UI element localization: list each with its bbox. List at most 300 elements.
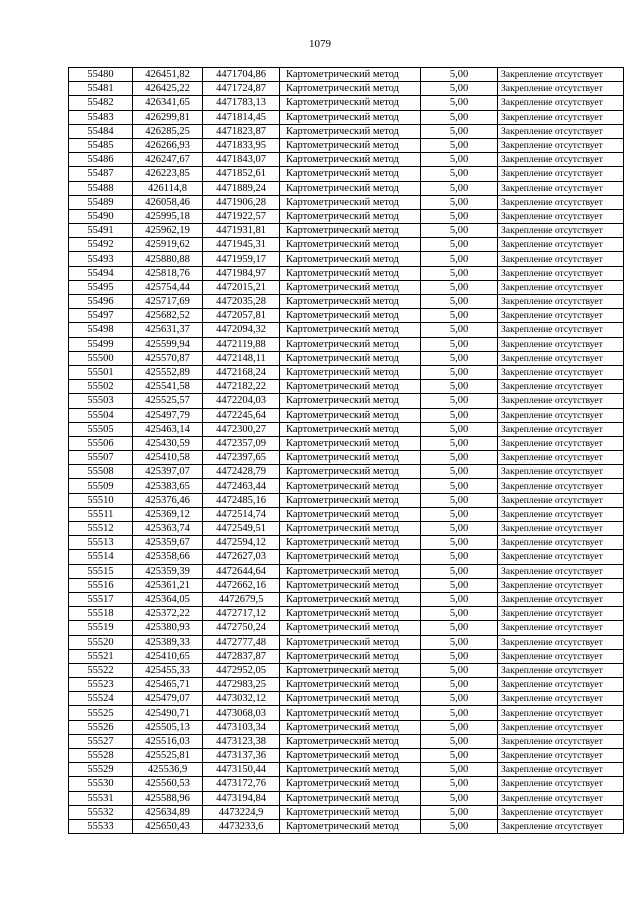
fixation-cell: Закрепление отсутствует bbox=[498, 493, 624, 507]
accuracy-cell: 5,00 bbox=[421, 451, 498, 465]
y-coordinate-cell: 4471931,81 bbox=[203, 224, 280, 238]
method-cell: Картометрический метод bbox=[280, 280, 421, 294]
x-coordinate-cell: 426058,46 bbox=[133, 195, 203, 209]
coordinates-table bbox=[68, 67, 624, 834]
fixation-cell: Закрепление отсутствует bbox=[498, 749, 624, 763]
method-cell: Картометрический метод bbox=[280, 224, 421, 238]
table-row bbox=[69, 522, 624, 536]
accuracy-cell: 5,00 bbox=[421, 522, 498, 536]
table-row bbox=[69, 167, 624, 181]
point-number-cell: 55490 bbox=[69, 209, 133, 223]
y-coordinate-cell: 4472837,87 bbox=[203, 649, 280, 663]
accuracy-cell: 5,00 bbox=[421, 96, 498, 110]
fixation-cell: Закрепление отсутствует bbox=[498, 819, 624, 833]
accuracy-cell: 5,00 bbox=[421, 493, 498, 507]
fixation-cell: Закрепление отсутствует bbox=[498, 323, 624, 337]
fixation-cell: Закрепление отсутствует bbox=[498, 791, 624, 805]
method-cell: Картометрический метод bbox=[280, 238, 421, 252]
x-coordinate-cell: 425410,58 bbox=[133, 451, 203, 465]
point-number-cell: 55511 bbox=[69, 507, 133, 521]
accuracy-cell: 5,00 bbox=[421, 195, 498, 209]
table-row bbox=[69, 295, 624, 309]
y-coordinate-cell: 4473224,9 bbox=[203, 805, 280, 819]
table-row bbox=[69, 564, 624, 578]
x-coordinate-cell: 425359,67 bbox=[133, 536, 203, 550]
x-coordinate-cell: 426341,65 bbox=[133, 96, 203, 110]
table-row bbox=[69, 592, 624, 606]
accuracy-cell: 5,00 bbox=[421, 777, 498, 791]
point-number-cell: 55529 bbox=[69, 763, 133, 777]
point-number-cell: 55520 bbox=[69, 635, 133, 649]
y-coordinate-cell: 4472983,25 bbox=[203, 678, 280, 692]
point-number-cell: 55513 bbox=[69, 536, 133, 550]
method-cell: Картометрический метод bbox=[280, 167, 421, 181]
point-number-cell: 55523 bbox=[69, 678, 133, 692]
table-row bbox=[69, 678, 624, 692]
table-row bbox=[69, 791, 624, 805]
x-coordinate-cell: 425536,9 bbox=[133, 763, 203, 777]
x-coordinate-cell: 426114,8 bbox=[133, 181, 203, 195]
table-row bbox=[69, 195, 624, 209]
method-cell: Картометрический метод bbox=[280, 507, 421, 521]
method-cell: Картометрический метод bbox=[280, 380, 421, 394]
accuracy-cell: 5,00 bbox=[421, 124, 498, 138]
x-coordinate-cell: 425634,89 bbox=[133, 805, 203, 819]
y-coordinate-cell: 4473123,38 bbox=[203, 734, 280, 748]
x-coordinate-cell: 425570,87 bbox=[133, 351, 203, 365]
y-coordinate-cell: 4471833,95 bbox=[203, 138, 280, 152]
point-number-cell: 55485 bbox=[69, 138, 133, 152]
method-cell: Картометрический метод bbox=[280, 720, 421, 734]
point-number-cell: 55492 bbox=[69, 238, 133, 252]
method-cell: Картометрический метод bbox=[280, 365, 421, 379]
table-row bbox=[69, 749, 624, 763]
point-number-cell: 55501 bbox=[69, 365, 133, 379]
table-row bbox=[69, 451, 624, 465]
point-number-cell: 55514 bbox=[69, 550, 133, 564]
x-coordinate-cell: 426451,82 bbox=[133, 68, 203, 82]
accuracy-cell: 5,00 bbox=[421, 805, 498, 819]
table-row bbox=[69, 323, 624, 337]
point-number-cell: 55517 bbox=[69, 592, 133, 606]
accuracy-cell: 5,00 bbox=[421, 578, 498, 592]
x-coordinate-cell: 426266,93 bbox=[133, 138, 203, 152]
y-coordinate-cell: 4473137,36 bbox=[203, 749, 280, 763]
method-cell: Картометрический метод bbox=[280, 209, 421, 223]
point-number-cell: 55481 bbox=[69, 82, 133, 96]
y-coordinate-cell: 4472357,09 bbox=[203, 436, 280, 450]
fixation-cell: Закрепление отсутствует bbox=[498, 68, 624, 82]
table-row bbox=[69, 692, 624, 706]
x-coordinate-cell: 425380,93 bbox=[133, 621, 203, 635]
x-coordinate-cell: 425560,53 bbox=[133, 777, 203, 791]
method-cell: Картометрический метод bbox=[280, 522, 421, 536]
y-coordinate-cell: 4473172,76 bbox=[203, 777, 280, 791]
fixation-cell: Закрепление отсутствует bbox=[498, 153, 624, 167]
fixation-cell: Закрепление отсутствует bbox=[498, 649, 624, 663]
table-row bbox=[69, 252, 624, 266]
y-coordinate-cell: 4471843,07 bbox=[203, 153, 280, 167]
x-coordinate-cell: 425650,43 bbox=[133, 819, 203, 833]
y-coordinate-cell: 4471852,61 bbox=[203, 167, 280, 181]
x-coordinate-cell: 425479,07 bbox=[133, 692, 203, 706]
method-cell: Картометрический метод bbox=[280, 138, 421, 152]
fixation-cell: Закрепление отсутствует bbox=[498, 209, 624, 223]
y-coordinate-cell: 4471889,24 bbox=[203, 181, 280, 195]
fixation-cell: Закрепление отсутствует bbox=[498, 309, 624, 323]
y-coordinate-cell: 4472094,32 bbox=[203, 323, 280, 337]
x-coordinate-cell: 425516,03 bbox=[133, 734, 203, 748]
fixation-cell: Закрепление отсутствует bbox=[498, 720, 624, 734]
y-coordinate-cell: 4472182,22 bbox=[203, 380, 280, 394]
fixation-cell: Закрепление отсутствует bbox=[498, 763, 624, 777]
accuracy-cell: 5,00 bbox=[421, 68, 498, 82]
method-cell: Картометрический метод bbox=[280, 451, 421, 465]
fixation-cell: Закрепление отсутствует bbox=[498, 805, 624, 819]
method-cell: Картометрический метод bbox=[280, 550, 421, 564]
coordinates-table-body bbox=[69, 68, 624, 834]
fixation-cell: Закрепление отсутствует bbox=[498, 394, 624, 408]
y-coordinate-cell: 4472485,16 bbox=[203, 493, 280, 507]
method-cell: Картометрический метод bbox=[280, 68, 421, 82]
fixation-cell: Закрепление отсутствует bbox=[498, 110, 624, 124]
fixation-cell: Закрепление отсутствует bbox=[498, 550, 624, 564]
accuracy-cell: 5,00 bbox=[421, 550, 498, 564]
method-cell: Картометрический метод bbox=[280, 692, 421, 706]
y-coordinate-cell: 4472119,88 bbox=[203, 337, 280, 351]
fixation-cell: Закрепление отсутствует bbox=[498, 663, 624, 677]
accuracy-cell: 5,00 bbox=[421, 224, 498, 238]
table-row bbox=[69, 805, 624, 819]
method-cell: Картометрический метод bbox=[280, 649, 421, 663]
y-coordinate-cell: 4472428,79 bbox=[203, 465, 280, 479]
method-cell: Картометрический метод bbox=[280, 351, 421, 365]
accuracy-cell: 5,00 bbox=[421, 706, 498, 720]
accuracy-cell: 5,00 bbox=[421, 507, 498, 521]
x-coordinate-cell: 425430,59 bbox=[133, 436, 203, 450]
y-coordinate-cell: 4473068,03 bbox=[203, 706, 280, 720]
table-row bbox=[69, 394, 624, 408]
point-number-cell: 55487 bbox=[69, 167, 133, 181]
fixation-cell: Закрепление отсутствует bbox=[498, 408, 624, 422]
fixation-cell: Закрепление отсутствует bbox=[498, 536, 624, 550]
point-number-cell: 55500 bbox=[69, 351, 133, 365]
accuracy-cell: 5,00 bbox=[421, 209, 498, 223]
x-coordinate-cell: 426425,22 bbox=[133, 82, 203, 96]
fixation-cell: Закрепление отсутствует bbox=[498, 181, 624, 195]
fixation-cell: Закрепление отсутствует bbox=[498, 479, 624, 493]
point-number-cell: 55518 bbox=[69, 607, 133, 621]
fixation-cell: Закрепление отсутствует bbox=[498, 266, 624, 280]
method-cell: Картометрический метод bbox=[280, 408, 421, 422]
method-cell: Картометрический метод bbox=[280, 465, 421, 479]
table-row bbox=[69, 181, 624, 195]
fixation-cell: Закрепление отсутствует bbox=[498, 195, 624, 209]
table-row bbox=[69, 110, 624, 124]
point-number-cell: 55482 bbox=[69, 96, 133, 110]
point-number-cell: 55506 bbox=[69, 436, 133, 450]
x-coordinate-cell: 425358,66 bbox=[133, 550, 203, 564]
y-coordinate-cell: 4472750,24 bbox=[203, 621, 280, 635]
x-coordinate-cell: 426223,85 bbox=[133, 167, 203, 181]
accuracy-cell: 5,00 bbox=[421, 763, 498, 777]
method-cell: Картометрический метод bbox=[280, 295, 421, 309]
accuracy-cell: 5,00 bbox=[421, 266, 498, 280]
accuracy-cell: 5,00 bbox=[421, 295, 498, 309]
fixation-cell: Закрепление отсутствует bbox=[498, 734, 624, 748]
table-row bbox=[69, 607, 624, 621]
accuracy-cell: 5,00 bbox=[421, 479, 498, 493]
x-coordinate-cell: 425525,57 bbox=[133, 394, 203, 408]
method-cell: Картометрический метод bbox=[280, 635, 421, 649]
method-cell: Картометрический метод bbox=[280, 777, 421, 791]
y-coordinate-cell: 4471984,97 bbox=[203, 266, 280, 280]
fixation-cell: Закрепление отсутствует bbox=[498, 252, 624, 266]
accuracy-cell: 5,00 bbox=[421, 621, 498, 635]
fixation-cell: Закрепление отсутствует bbox=[498, 422, 624, 436]
accuracy-cell: 5,00 bbox=[421, 252, 498, 266]
fixation-cell: Закрепление отсутствует bbox=[498, 692, 624, 706]
y-coordinate-cell: 4473103,34 bbox=[203, 720, 280, 734]
x-coordinate-cell: 425962,19 bbox=[133, 224, 203, 238]
table-row bbox=[69, 493, 624, 507]
table-row bbox=[69, 621, 624, 635]
point-number-cell: 55503 bbox=[69, 394, 133, 408]
accuracy-cell: 5,00 bbox=[421, 351, 498, 365]
table-row bbox=[69, 720, 624, 734]
method-cell: Картометрический метод bbox=[280, 110, 421, 124]
y-coordinate-cell: 4472463,44 bbox=[203, 479, 280, 493]
x-coordinate-cell: 425383,65 bbox=[133, 479, 203, 493]
x-coordinate-cell: 425541,58 bbox=[133, 380, 203, 394]
table-row bbox=[69, 96, 624, 110]
accuracy-cell: 5,00 bbox=[421, 380, 498, 394]
table-row bbox=[69, 153, 624, 167]
method-cell: Картометрический метод bbox=[280, 337, 421, 351]
point-number-cell: 55527 bbox=[69, 734, 133, 748]
y-coordinate-cell: 4472777,48 bbox=[203, 635, 280, 649]
fixation-cell: Закрепление отсутствует bbox=[498, 635, 624, 649]
x-coordinate-cell: 425818,76 bbox=[133, 266, 203, 280]
fixation-cell: Закрепление отсутствует bbox=[498, 167, 624, 181]
x-coordinate-cell: 425682,52 bbox=[133, 309, 203, 323]
method-cell: Картометрический метод bbox=[280, 479, 421, 493]
point-number-cell: 55524 bbox=[69, 692, 133, 706]
table-row bbox=[69, 706, 624, 720]
fixation-cell: Закрепление отсутствует bbox=[498, 621, 624, 635]
point-number-cell: 55499 bbox=[69, 337, 133, 351]
x-coordinate-cell: 425363,74 bbox=[133, 522, 203, 536]
method-cell: Картометрический метод bbox=[280, 734, 421, 748]
method-cell: Картометрический метод bbox=[280, 394, 421, 408]
x-coordinate-cell: 425880,88 bbox=[133, 252, 203, 266]
y-coordinate-cell: 4471783,13 bbox=[203, 96, 280, 110]
fixation-cell: Закрепление отсутствует bbox=[498, 451, 624, 465]
method-cell: Картометрический метод bbox=[280, 422, 421, 436]
fixation-cell: Закрепление отсутствует bbox=[498, 337, 624, 351]
method-cell: Картометрический метод bbox=[280, 749, 421, 763]
point-number-cell: 55515 bbox=[69, 564, 133, 578]
point-number-cell: 55497 bbox=[69, 309, 133, 323]
accuracy-cell: 5,00 bbox=[421, 678, 498, 692]
fixation-cell: Закрепление отсутствует bbox=[498, 365, 624, 379]
table-row bbox=[69, 209, 624, 223]
x-coordinate-cell: 425552,89 bbox=[133, 365, 203, 379]
point-number-cell: 55531 bbox=[69, 791, 133, 805]
x-coordinate-cell: 425588,96 bbox=[133, 791, 203, 805]
accuracy-cell: 5,00 bbox=[421, 280, 498, 294]
point-number-cell: 55522 bbox=[69, 663, 133, 677]
table-row bbox=[69, 578, 624, 592]
x-coordinate-cell: 425497,79 bbox=[133, 408, 203, 422]
y-coordinate-cell: 4472015,21 bbox=[203, 280, 280, 294]
y-coordinate-cell: 4472662,16 bbox=[203, 578, 280, 592]
accuracy-cell: 5,00 bbox=[421, 436, 498, 450]
table-row bbox=[69, 777, 624, 791]
table-row bbox=[69, 82, 624, 96]
fixation-cell: Закрепление отсутствует bbox=[498, 507, 624, 521]
y-coordinate-cell: 4472300,27 bbox=[203, 422, 280, 436]
method-cell: Картометрический метод bbox=[280, 706, 421, 720]
table-row bbox=[69, 465, 624, 479]
y-coordinate-cell: 4472168,24 bbox=[203, 365, 280, 379]
fixation-cell: Закрепление отсутствует bbox=[498, 82, 624, 96]
method-cell: Картометрический метод bbox=[280, 493, 421, 507]
fixation-cell: Закрепление отсутствует bbox=[498, 678, 624, 692]
point-number-cell: 55530 bbox=[69, 777, 133, 791]
y-coordinate-cell: 4472245,64 bbox=[203, 408, 280, 422]
fixation-cell: Закрепление отсутствует bbox=[498, 280, 624, 294]
table-row bbox=[69, 224, 624, 238]
table-row bbox=[69, 380, 624, 394]
x-coordinate-cell: 425372,22 bbox=[133, 607, 203, 621]
x-coordinate-cell: 425463,14 bbox=[133, 422, 203, 436]
accuracy-cell: 5,00 bbox=[421, 692, 498, 706]
accuracy-cell: 5,00 bbox=[421, 408, 498, 422]
y-coordinate-cell: 4472514,74 bbox=[203, 507, 280, 521]
table-row bbox=[69, 337, 624, 351]
table-row bbox=[69, 124, 624, 138]
point-number-cell: 55533 bbox=[69, 819, 133, 833]
point-number-cell: 55494 bbox=[69, 266, 133, 280]
table-row bbox=[69, 365, 624, 379]
table-row bbox=[69, 422, 624, 436]
accuracy-cell: 5,00 bbox=[421, 564, 498, 578]
point-number-cell: 55521 bbox=[69, 649, 133, 663]
point-number-cell: 55509 bbox=[69, 479, 133, 493]
x-coordinate-cell: 425919,62 bbox=[133, 238, 203, 252]
table-row bbox=[69, 819, 624, 833]
point-number-cell: 55505 bbox=[69, 422, 133, 436]
y-coordinate-cell: 4472627,03 bbox=[203, 550, 280, 564]
method-cell: Картометрический метод bbox=[280, 96, 421, 110]
method-cell: Картометрический метод bbox=[280, 791, 421, 805]
x-coordinate-cell: 425397,07 bbox=[133, 465, 203, 479]
method-cell: Картометрический метод bbox=[280, 536, 421, 550]
y-coordinate-cell: 4473150,44 bbox=[203, 763, 280, 777]
y-coordinate-cell: 4471945,31 bbox=[203, 238, 280, 252]
table-row bbox=[69, 238, 624, 252]
point-number-cell: 55526 bbox=[69, 720, 133, 734]
accuracy-cell: 5,00 bbox=[421, 536, 498, 550]
y-coordinate-cell: 4473032,12 bbox=[203, 692, 280, 706]
accuracy-cell: 5,00 bbox=[421, 592, 498, 606]
x-coordinate-cell: 425717,69 bbox=[133, 295, 203, 309]
x-coordinate-cell: 425631,37 bbox=[133, 323, 203, 337]
y-coordinate-cell: 4472644,64 bbox=[203, 564, 280, 578]
fixation-cell: Закрепление отсутствует bbox=[498, 578, 624, 592]
x-coordinate-cell: 425359,39 bbox=[133, 564, 203, 578]
accuracy-cell: 5,00 bbox=[421, 465, 498, 479]
table-row bbox=[69, 635, 624, 649]
method-cell: Картометрический метод bbox=[280, 578, 421, 592]
x-coordinate-cell: 425754,44 bbox=[133, 280, 203, 294]
x-coordinate-cell: 426247,67 bbox=[133, 153, 203, 167]
fixation-cell: Закрепление отсутствует bbox=[498, 124, 624, 138]
accuracy-cell: 5,00 bbox=[421, 181, 498, 195]
y-coordinate-cell: 4472952,05 bbox=[203, 663, 280, 677]
fixation-cell: Закрепление отсутствует bbox=[498, 224, 624, 238]
method-cell: Картометрический метод bbox=[280, 82, 421, 96]
x-coordinate-cell: 425455,33 bbox=[133, 663, 203, 677]
fixation-cell: Закрепление отсутствует bbox=[498, 607, 624, 621]
y-coordinate-cell: 4472549,51 bbox=[203, 522, 280, 536]
point-number-cell: 55496 bbox=[69, 295, 133, 309]
accuracy-cell: 5,00 bbox=[421, 153, 498, 167]
x-coordinate-cell: 425490,71 bbox=[133, 706, 203, 720]
table-row bbox=[69, 536, 624, 550]
point-number-cell: 55508 bbox=[69, 465, 133, 479]
accuracy-cell: 5,00 bbox=[421, 394, 498, 408]
y-coordinate-cell: 4471922,57 bbox=[203, 209, 280, 223]
point-number-cell: 55532 bbox=[69, 805, 133, 819]
table-row bbox=[69, 734, 624, 748]
method-cell: Картометрический метод bbox=[280, 763, 421, 777]
accuracy-cell: 5,00 bbox=[421, 323, 498, 337]
method-cell: Картометрический метод bbox=[280, 124, 421, 138]
point-number-cell: 55507 bbox=[69, 451, 133, 465]
method-cell: Картометрический метод bbox=[280, 181, 421, 195]
fixation-cell: Закрепление отсутствует bbox=[498, 706, 624, 720]
point-number-cell: 55495 bbox=[69, 280, 133, 294]
method-cell: Картометрический метод bbox=[280, 607, 421, 621]
point-number-cell: 55504 bbox=[69, 408, 133, 422]
y-coordinate-cell: 4472717,12 bbox=[203, 607, 280, 621]
table-row bbox=[69, 649, 624, 663]
method-cell: Картометрический метод bbox=[280, 678, 421, 692]
accuracy-cell: 5,00 bbox=[421, 819, 498, 833]
y-coordinate-cell: 4472594,12 bbox=[203, 536, 280, 550]
method-cell: Картометрический метод bbox=[280, 252, 421, 266]
accuracy-cell: 5,00 bbox=[421, 309, 498, 323]
accuracy-cell: 5,00 bbox=[421, 82, 498, 96]
y-coordinate-cell: 4471724,87 bbox=[203, 82, 280, 96]
y-coordinate-cell: 4473194,84 bbox=[203, 791, 280, 805]
table-row bbox=[69, 280, 624, 294]
x-coordinate-cell: 426285,25 bbox=[133, 124, 203, 138]
accuracy-cell: 5,00 bbox=[421, 110, 498, 124]
fixation-cell: Закрепление отсутствует bbox=[498, 436, 624, 450]
point-number-cell: 55483 bbox=[69, 110, 133, 124]
y-coordinate-cell: 4472397,65 bbox=[203, 451, 280, 465]
accuracy-cell: 5,00 bbox=[421, 607, 498, 621]
point-number-cell: 55516 bbox=[69, 578, 133, 592]
point-number-cell: 55510 bbox=[69, 493, 133, 507]
table-row bbox=[69, 507, 624, 521]
y-coordinate-cell: 4471814,45 bbox=[203, 110, 280, 124]
method-cell: Картометрический метод bbox=[280, 436, 421, 450]
fixation-cell: Закрепление отсутствует bbox=[498, 564, 624, 578]
